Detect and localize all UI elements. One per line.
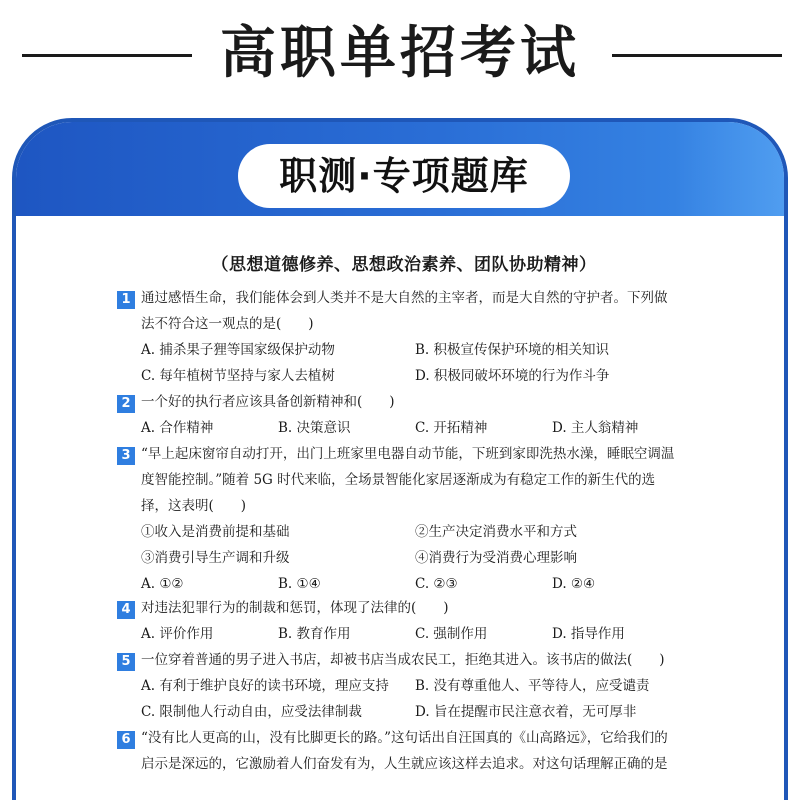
top-header (0, 0, 800, 118)
question-text: 一个好的执行者应该具备创新精神和( ) (141, 394, 395, 410)
answer-option: D. 旨在提醒市民注意衣着，无可厚非 (415, 704, 637, 720)
card-title-pill: 职测·专项题库 (238, 144, 570, 208)
answer-option: D. 主人翁精神 (552, 420, 639, 436)
question-number-badge: 2 (117, 395, 135, 413)
answer-option: B. 积极宣传保护环境的相关知识 (415, 342, 610, 358)
answer-option: A. ①② (141, 576, 184, 592)
question-number-badge: 6 (117, 731, 135, 749)
section-heading: （思想道德修养、思想政治素养、团队协助精神） (211, 255, 597, 275)
question-text: “早上起床窗帘自动打开，出门上班家里电器自动节能，下班到家即洗热水澡，睡眠空调温 (141, 446, 675, 462)
answer-option: ②生产决定消费水平和方式 (415, 524, 577, 540)
answer-option: ①收入是消费前提和基础 (141, 524, 290, 540)
answer-option: B. 教育作用 (278, 626, 351, 642)
answer-option: A. 评价作用 (141, 626, 214, 642)
question-text: “没有比人更高的山，没有比脚更长的路。”这句话出自汪国真的《山高路远》，它给我们的 (141, 730, 668, 746)
question-text: 一位穿着普通的男子进入书店，却被书店当成农民工，拒绝其进入。该书店的做法( ) (141, 652, 665, 668)
question-card (12, 118, 788, 800)
question-text: 择，这表明( ) (141, 498, 247, 514)
answer-option: ④消费行为受消费心理影响 (415, 550, 577, 566)
answer-option: A. 捕杀果子狸等国家级保护动物 (141, 342, 335, 358)
header-rule-right (612, 54, 782, 57)
question-number-badge: 5 (117, 653, 135, 671)
question-text: 通过感悟生命，我们能体会到人类并不是大自然的主宰者，而是大自然的守护者。下列做 (141, 290, 668, 306)
answer-option: C. 每年植树节坚持与家人去植树 (141, 368, 335, 384)
page-title: 高职单招考试 (220, 21, 580, 86)
question-text: 对违法犯罪行为的制裁和惩罚，体现了法律的( ) (141, 600, 449, 616)
question-number-badge: 3 (117, 447, 135, 465)
answer-option: B. ①④ (278, 576, 321, 592)
answer-option: C. ②③ (415, 576, 458, 592)
answer-option: C. 开拓精神 (415, 420, 488, 436)
answer-option: D. 积极同破坏环境的行为作斗争 (415, 368, 610, 384)
answer-option: A. 合作精神 (141, 420, 214, 436)
answer-option: B. 决策意识 (278, 420, 351, 436)
question-text: 启示是深远的，它激励着人们奋发有为，人生就应该这样去追求。对这句话理解正确的是 (141, 756, 668, 772)
question-number-badge: 4 (117, 601, 135, 619)
answer-option: D. 指导作用 (552, 626, 625, 642)
card-header-band (16, 122, 784, 216)
answer-option: B. 没有尊重他人、平等待人，应受谴责 (415, 678, 650, 694)
answer-option: A. 有利于维护良好的读书环境，理应支持 (141, 678, 389, 694)
answer-option: C. 限制他人行动自由，应受法律制裁 (141, 704, 362, 720)
question-number-badge: 1 (117, 291, 135, 309)
question-text: 度智能控制。”随着 5G 时代来临，全场景智能化家居逐渐成为有稳定工作的新生代的选 (141, 472, 656, 488)
answer-option: D. ②④ (552, 576, 596, 592)
answer-option: ③消费引导生产调和升级 (141, 550, 290, 566)
question-text: 法不符合这一观点的是( ) (141, 316, 314, 332)
answer-option: C. 强制作用 (415, 626, 488, 642)
